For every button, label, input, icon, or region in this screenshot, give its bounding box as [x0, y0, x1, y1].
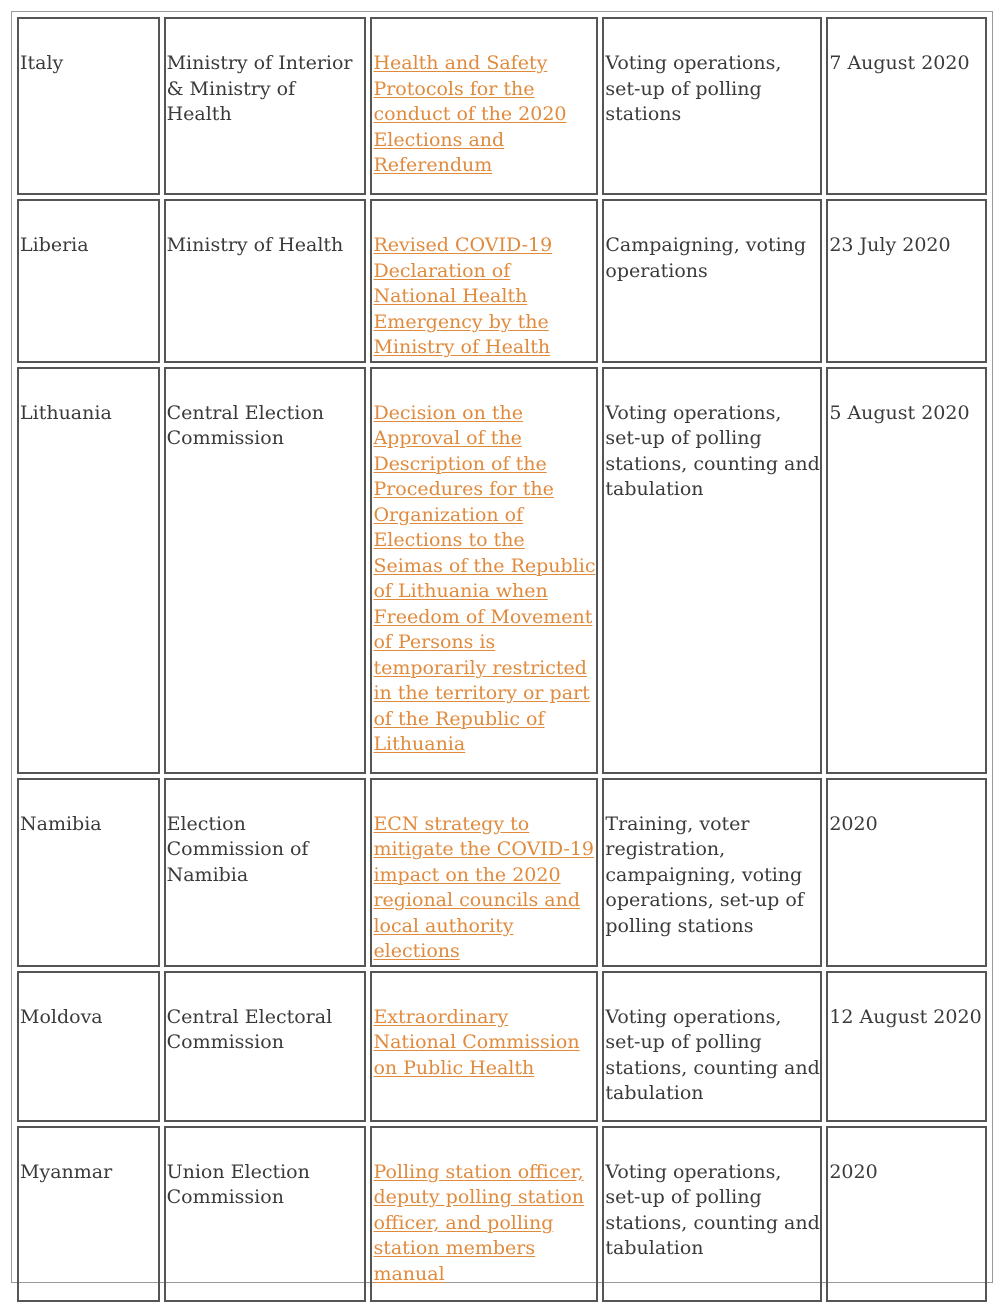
- document-link[interactable]: Health and Safety Protocols for the conduct of the 2020 Elections and Referendum: [373, 52, 567, 176]
- authority-cell: Ministry of Health: [164, 199, 367, 363]
- authority-cell: Central Electoral Commission: [164, 971, 367, 1122]
- scope-cell: Voting operations, set-up of polling stations, counting and tabulation: [602, 971, 822, 1122]
- scope-cell: Training, voter registration, campaigning, voting operations, set-up of polling stations: [602, 778, 822, 967]
- document-cell: [370, 971, 598, 1122]
- country-cell: Italy: [17, 17, 160, 195]
- authority-cell: Election Commission of Namibia: [164, 778, 367, 967]
- table-row: [17, 971, 987, 1122]
- election-guidelines-table: [13, 13, 991, 1306]
- country-cell: Liberia: [17, 199, 160, 363]
- scope-cell: Voting operations, set-up of polling stations, counting and tabulation: [602, 367, 822, 774]
- scope-cell: Voting operations, set-up of polling stations, counting and tabulation: [602, 1126, 822, 1302]
- document-link[interactable]: Revised COVID-19 Declaration of National Health Emergency by the Ministry of Health: [373, 234, 553, 358]
- country-cell: Lithuania: [17, 367, 160, 774]
- date-cell: 5 August 2020: [826, 367, 987, 774]
- date-cell: 12 August 2020: [826, 971, 987, 1122]
- document-cell: [370, 367, 598, 774]
- table-row: [17, 778, 987, 967]
- table-frame: [11, 11, 993, 1283]
- country-cell: Myanmar: [17, 1126, 160, 1302]
- table-row: [17, 17, 987, 195]
- table-row: [17, 367, 987, 774]
- table-row: [17, 1126, 987, 1302]
- date-cell: 2020: [826, 778, 987, 967]
- table-row: [17, 199, 987, 363]
- country-cell: Namibia: [17, 778, 160, 967]
- scope-cell: Voting operations, set-up of polling stations: [602, 17, 822, 195]
- date-cell: 23 July 2020: [826, 199, 987, 363]
- document-cell: [370, 17, 598, 195]
- document-link[interactable]: ECN strategy to mitigate the COVID-19 impact on the 2020 regional councils and local authority elections: [373, 812, 594, 962]
- document-link[interactable]: Extraordinary National Commission on Public Health: [373, 1005, 580, 1079]
- authority-cell: Union Election Commission: [164, 1126, 367, 1302]
- document-cell: [370, 1126, 598, 1302]
- country-cell: Moldova: [17, 971, 160, 1122]
- document-link[interactable]: Decision on the Approval of the Description of the Procedures for the Organization of Elections to the Seimas of the Republic of Lithuania when Freedom of Movement of Persons is temporarily restricted in the territory or part of the Republic of Lithuania: [373, 401, 596, 755]
- authority-cell: Ministry of Interior & Ministry of Health: [164, 17, 367, 195]
- document-cell: [370, 778, 598, 967]
- date-cell: 7 August 2020: [826, 17, 987, 195]
- authority-cell: Central Election Commission: [164, 367, 367, 774]
- document-link[interactable]: Polling station officer, deputy polling station officer, and polling station members manual: [373, 1160, 585, 1285]
- date-cell: 2020: [826, 1126, 987, 1302]
- document-cell: [370, 199, 598, 363]
- scope-cell: Campaigning, voting operations: [602, 199, 822, 363]
